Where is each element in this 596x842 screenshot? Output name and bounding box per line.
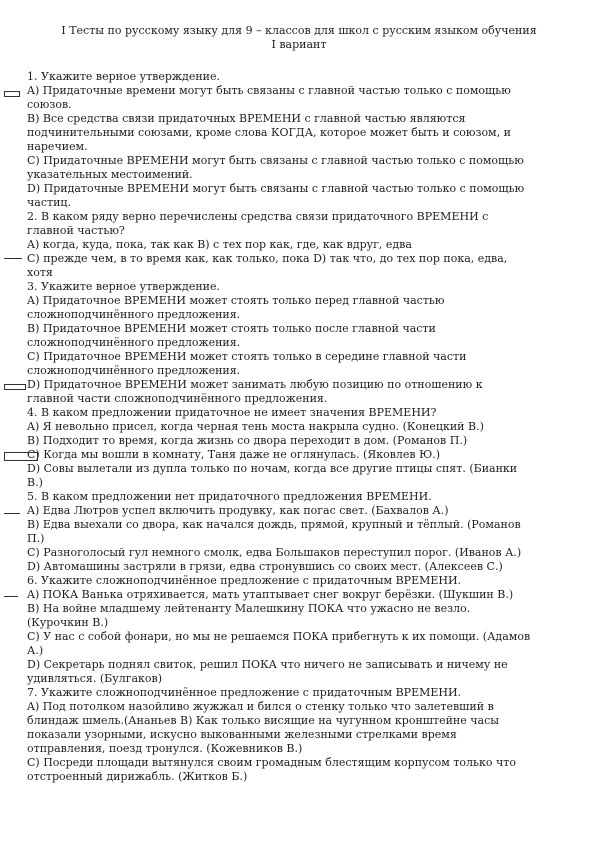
text-line: A) когда, куда, пока, так как B) с тех пор как, где, как вдруг, едва (27, 238, 412, 251)
text-line: 2. В каком ряду верно перечислены средства связи придаточного ВРЕМЕНИ с (27, 210, 489, 223)
document-title: I Тесты по русскому языку для 9 – классов для школ с русским языком обучения (61, 24, 537, 37)
document-header (26, 24, 572, 52)
text-line: наречием. (27, 140, 88, 153)
text-line: A) ПОКА Ванька отряхивается, мать утаптывает снег вокруг берёзки. (Шукшин В.) (27, 588, 514, 601)
text-line: B) На войне младшему лейтенанту Малешкину ПОКА что ужасно не везло. (27, 602, 471, 615)
variant-label: I вариант (271, 38, 327, 51)
margin-mark (4, 91, 20, 97)
text-line: П.) (27, 532, 45, 545)
margin-mark (4, 384, 26, 390)
text-line: удивляться. (Булгаков) (27, 672, 163, 685)
margin-mark (4, 513, 20, 514)
text-line: союзов. (27, 98, 72, 111)
text-line: A) Я невольно присел, когда черная тень моста накрыла судно. (Конецкий В.) (27, 420, 484, 433)
text-line: частиц. (27, 196, 71, 209)
text-line: B) Все средства связи придаточных ВРЕМЕНИ с главной частью являются (27, 112, 466, 125)
text-line: 3. Укажите верное утверждение. (27, 280, 220, 293)
text-line: D) Придаточное ВРЕМЕНИ может занимать любую позицию по отношению к (27, 378, 483, 391)
text-line: 7. Укажите сложноподчинённое предложение с придаточным ВРЕМЕНИ. (27, 686, 462, 699)
text-line: A) Едва Лютров успел включить продувку, как погас свет. (Бахвалов А.) (27, 504, 449, 517)
text-line: B) Придаточное ВРЕМЕНИ может стоять только после главной части (27, 322, 436, 335)
margin-mark (4, 452, 38, 461)
test-body (27, 70, 575, 784)
text-line: D) Совы вылетали из дупла только по ночам, когда все другие птицы спят. (Бианки (27, 462, 518, 475)
text-line: сложноподчинённого предложения. (27, 364, 241, 377)
text-line: главной частью? (27, 224, 125, 237)
text-line: 1. Укажите верное утверждение. (27, 70, 220, 83)
text-line: главной части сложноподчинённого предложения. (27, 392, 328, 405)
text-line: C) Придаточное ВРЕМЕНИ может стоять только в середине главной части (27, 350, 467, 363)
text-line: A) Придаточное ВРЕМЕНИ может стоять только перед главной частью (27, 294, 445, 307)
text-line: сложноподчинённого предложения. (27, 308, 241, 321)
text-line: B) Едва выехали со двора, как начался дождь, прямой, крупный и тёплый. (Романов (27, 518, 521, 531)
text-line: хотя (27, 266, 53, 279)
text-line: отстроенный дирижабль. (Житков Б.) (27, 770, 248, 783)
text-line: В.) (27, 476, 43, 489)
text-line: 5. В каком предложении нет придаточного предложения ВРЕМЕНИ. (27, 490, 432, 503)
text-line: C) Разноголосый гул немного смолк, едва Большаков переступил порог. (Иванов А.) (27, 546, 522, 559)
text-line: D) Секретарь поднял свиток, решил ПОКА что ничего не записывать и ничему не (27, 658, 508, 671)
text-line: блиндаж шмель.(Ананьев В) Как только висящие на чугунном кронштейне часы (27, 714, 500, 727)
text-line: C) прежде чем, в то время как, как только, пока D) так что, до тех пор пока, едва, (27, 252, 508, 265)
text-line: D) Придаточные ВРЕМЕНИ могут быть связаны с главной частью только с помощью (27, 182, 525, 195)
text-line: сложноподчинённого предложения. (27, 336, 241, 349)
text-line: A) Под потолком назойливо жужжал и бился о стенку только что залетевший в (27, 700, 494, 713)
text-line: D) Автомашины застряли в грязи, едва стронувшись со своих мест. (Алексеев С.) (27, 560, 503, 573)
text-line: C) Когда мы вошли в комнату, Таня даже не оглянулась. (Яковлев Ю.) (27, 448, 441, 461)
text-line: 4. В каком предложении придаточное не имеет значения ВРЕМЕНИ? (27, 406, 437, 419)
text-line: B) Подходит то время, когда жизнь со двора переходит в дом. (Романов П.) (27, 434, 468, 447)
margin-mark (4, 596, 18, 597)
text-line: подчинительными союзами, кроме слова КОГДА, которое может быть и союзом, и (27, 126, 511, 139)
text-line: C) Посреди площади вытянулся своим громадным блестящим корпусом только что (27, 756, 516, 769)
text-line: C) Придаточные ВРЕМЕНИ могут быть связаны с главной частью только с помощью (27, 154, 524, 167)
text-line: показали узорными, искусно выкованными железными стрелками время (27, 728, 457, 741)
text-line: 6. Укажите сложноподчинённое предложение с придаточным ВРЕМЕНИ. (27, 574, 462, 587)
margin-mark (4, 258, 22, 259)
text-line: C) У нас с собой фонари, но мы не решаемся ПОКА прибегнуть к их помощи. (Адамов (27, 630, 531, 643)
text-line: A) Придаточные времени могут быть связаны с главной частью только с помощью (27, 84, 511, 97)
text-line: отправления, поезд тронулся. (Кожевников В.) (27, 742, 303, 755)
text-line: указательных местоимений. (27, 168, 193, 181)
text-line: (Курочкин В.) (27, 616, 109, 629)
text-line: А.) (27, 644, 44, 657)
